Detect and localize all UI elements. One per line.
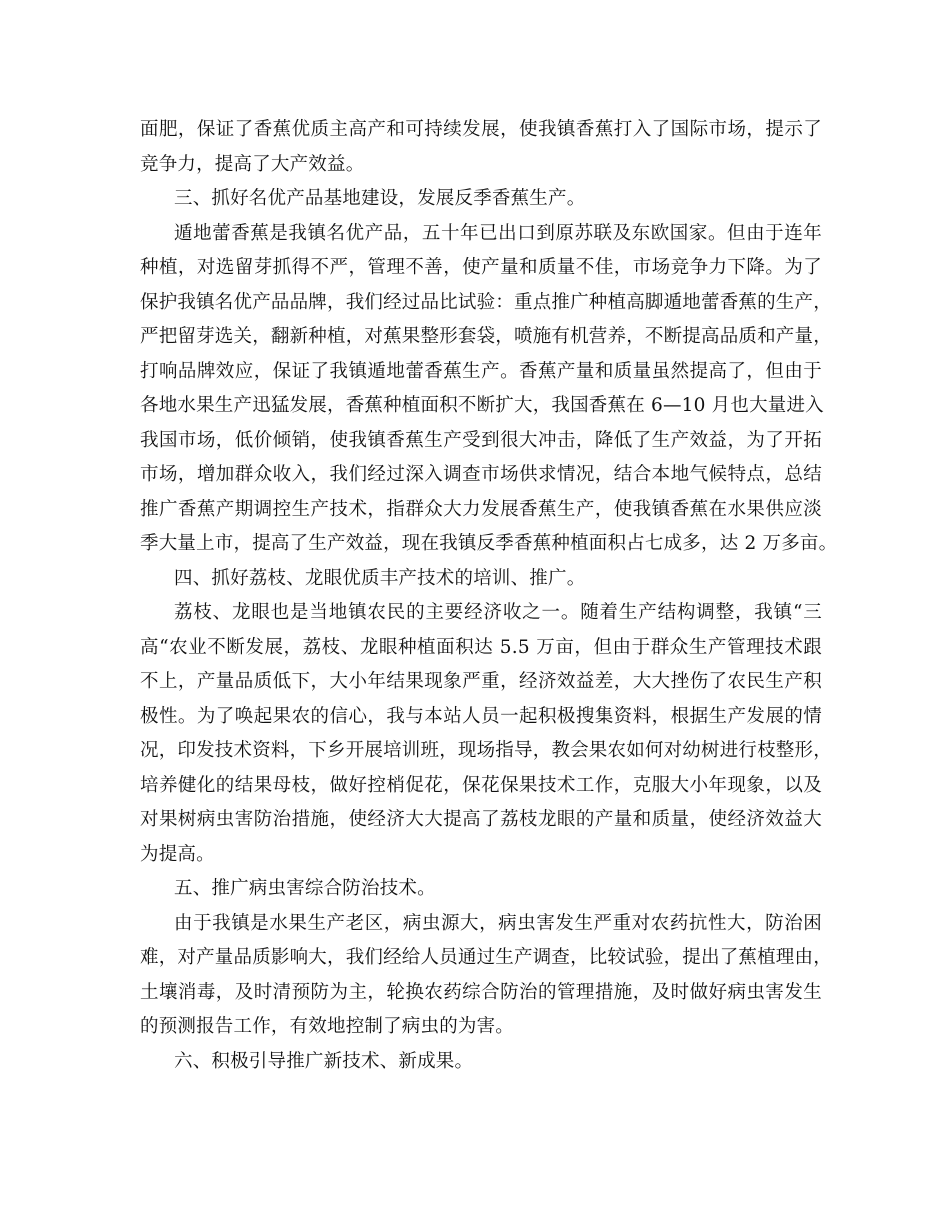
text-line: 的预测报告工作，有效地控制了病虫的为害。 <box>140 1016 515 1037</box>
text-line: 况，印发技术资料，下乡开展培训班，现场指导，教会果农如何对幼树进行枝整形， <box>140 740 832 761</box>
text-line: 面肥，保证了香蕉优质主高产和可持续发展，使我镇香蕉打入了国际市场，提示了 <box>140 119 822 140</box>
text-line: 打响品牌效应，保证了我镇遁地蕾香蕉生产。香蕉产量和质量虽然提高了，但由于 <box>140 360 822 382</box>
section-heading-6 <box>140 1045 822 1080</box>
paragraph-continuation <box>140 113 822 182</box>
text-line: 土壤消毒，及时清预防为主，轮换农药综合防治的管理措施，及时做好病虫害发生 <box>140 981 822 1003</box>
text-line: 推广香蕉产期调控生产技术，指群众大力发展香蕉生产，使我镇香蕉在水果供应淡 <box>140 498 822 520</box>
text-line: 各地水果生产迅猛发展，香蕉种植面积不断扩大，我国香蕉在 6—10 月也大量进入 <box>140 395 824 416</box>
text-line: 荔枝、龙眼也是当地镇农民的主要经济收之一。随着生产结构调整，我镇“三 <box>174 602 822 623</box>
text-line: 培养健化的结果母枝，做好控梢促花，保花保果技术工作，克服大小年现象，以及 <box>140 774 822 796</box>
text-line: 遁地蕾香蕉是我镇名优产品，五十年已出口到原苏联及东欧国家。但由于连年 <box>174 222 822 244</box>
text-line: 为提高。 <box>140 843 215 865</box>
text-line: 市场，增加群众收入，我们经过深入调查市场供求情况，结合本地气候特点，总结 <box>140 464 822 485</box>
heading-text: 六、积极引导推广新技术、新成果。 <box>174 1050 474 1072</box>
section-heading-4 <box>140 562 822 597</box>
text-line: 季大量上市，提高了生产效益，现在我镇反季香蕉种植面积占七成多，达 2 万多亩。 <box>140 533 838 554</box>
text-line: 竞争力，提高了大产效益。 <box>140 153 365 175</box>
text-line: 保护我镇名优产品品牌，我们经过品比试验：重点推广种植高脚遁地蕾香蕉的生产， <box>140 291 832 313</box>
heading-text: 三、抓好名优产品基地建设，发展反季香蕉生产。 <box>174 188 586 209</box>
text-line: 极性。为了唤起果农的信心，我与本站人员一起积极搜集资料，根据生产发展的情 <box>140 705 822 727</box>
heading-text: 五、推广病虫害综合防治技术。 <box>174 878 436 899</box>
text-line: 严把留芽选关，翻新种植，对蕉果整形套袋，喷施有机营养，不断提高品质和产量， <box>140 326 832 347</box>
heading-text: 四、抓好荔枝、龙眼优质丰产技术的培训、推广。 <box>174 567 586 589</box>
text-line: 我国市场，低价倾销，使我镇香蕉生产受到很大冲击，降低了生产效益，为了开拓 <box>140 429 822 451</box>
text-line: 种植，对选留芽抓得不严，管理不善，使产量和质量不佳，市场竞争力下降。为了 <box>140 257 822 278</box>
paragraph-banana <box>140 217 838 562</box>
section-heading-3 <box>140 182 822 217</box>
paragraph-lychee-longan <box>140 596 832 872</box>
text-line: 难，对产量品质影响大，我们经给人员通过生产调查，比较试验，提出了蕉植理由， <box>140 947 832 968</box>
paragraph-pest-control <box>140 907 832 1045</box>
text-line: 高“农业不断发展，荔枝、龙眼种植面积达 5.5 万亩，但由于群众生产管理技术跟 <box>140 636 822 658</box>
text-line: 由于我镇是水果生产老区，病虫源大，病虫害发生严重对农药抗性大，防治困 <box>174 912 822 934</box>
document-page <box>140 113 838 1079</box>
text-line: 对果树病虫害防治措施，使经济大大提高了荔枝龙眼的产量和质量，使经济效益大 <box>140 809 822 830</box>
text-line: 不上，产量品质低下，大小年结果现象严重，经济效益差，大大挫伤了农民生产积 <box>140 671 822 692</box>
section-heading-5 <box>140 872 822 907</box>
